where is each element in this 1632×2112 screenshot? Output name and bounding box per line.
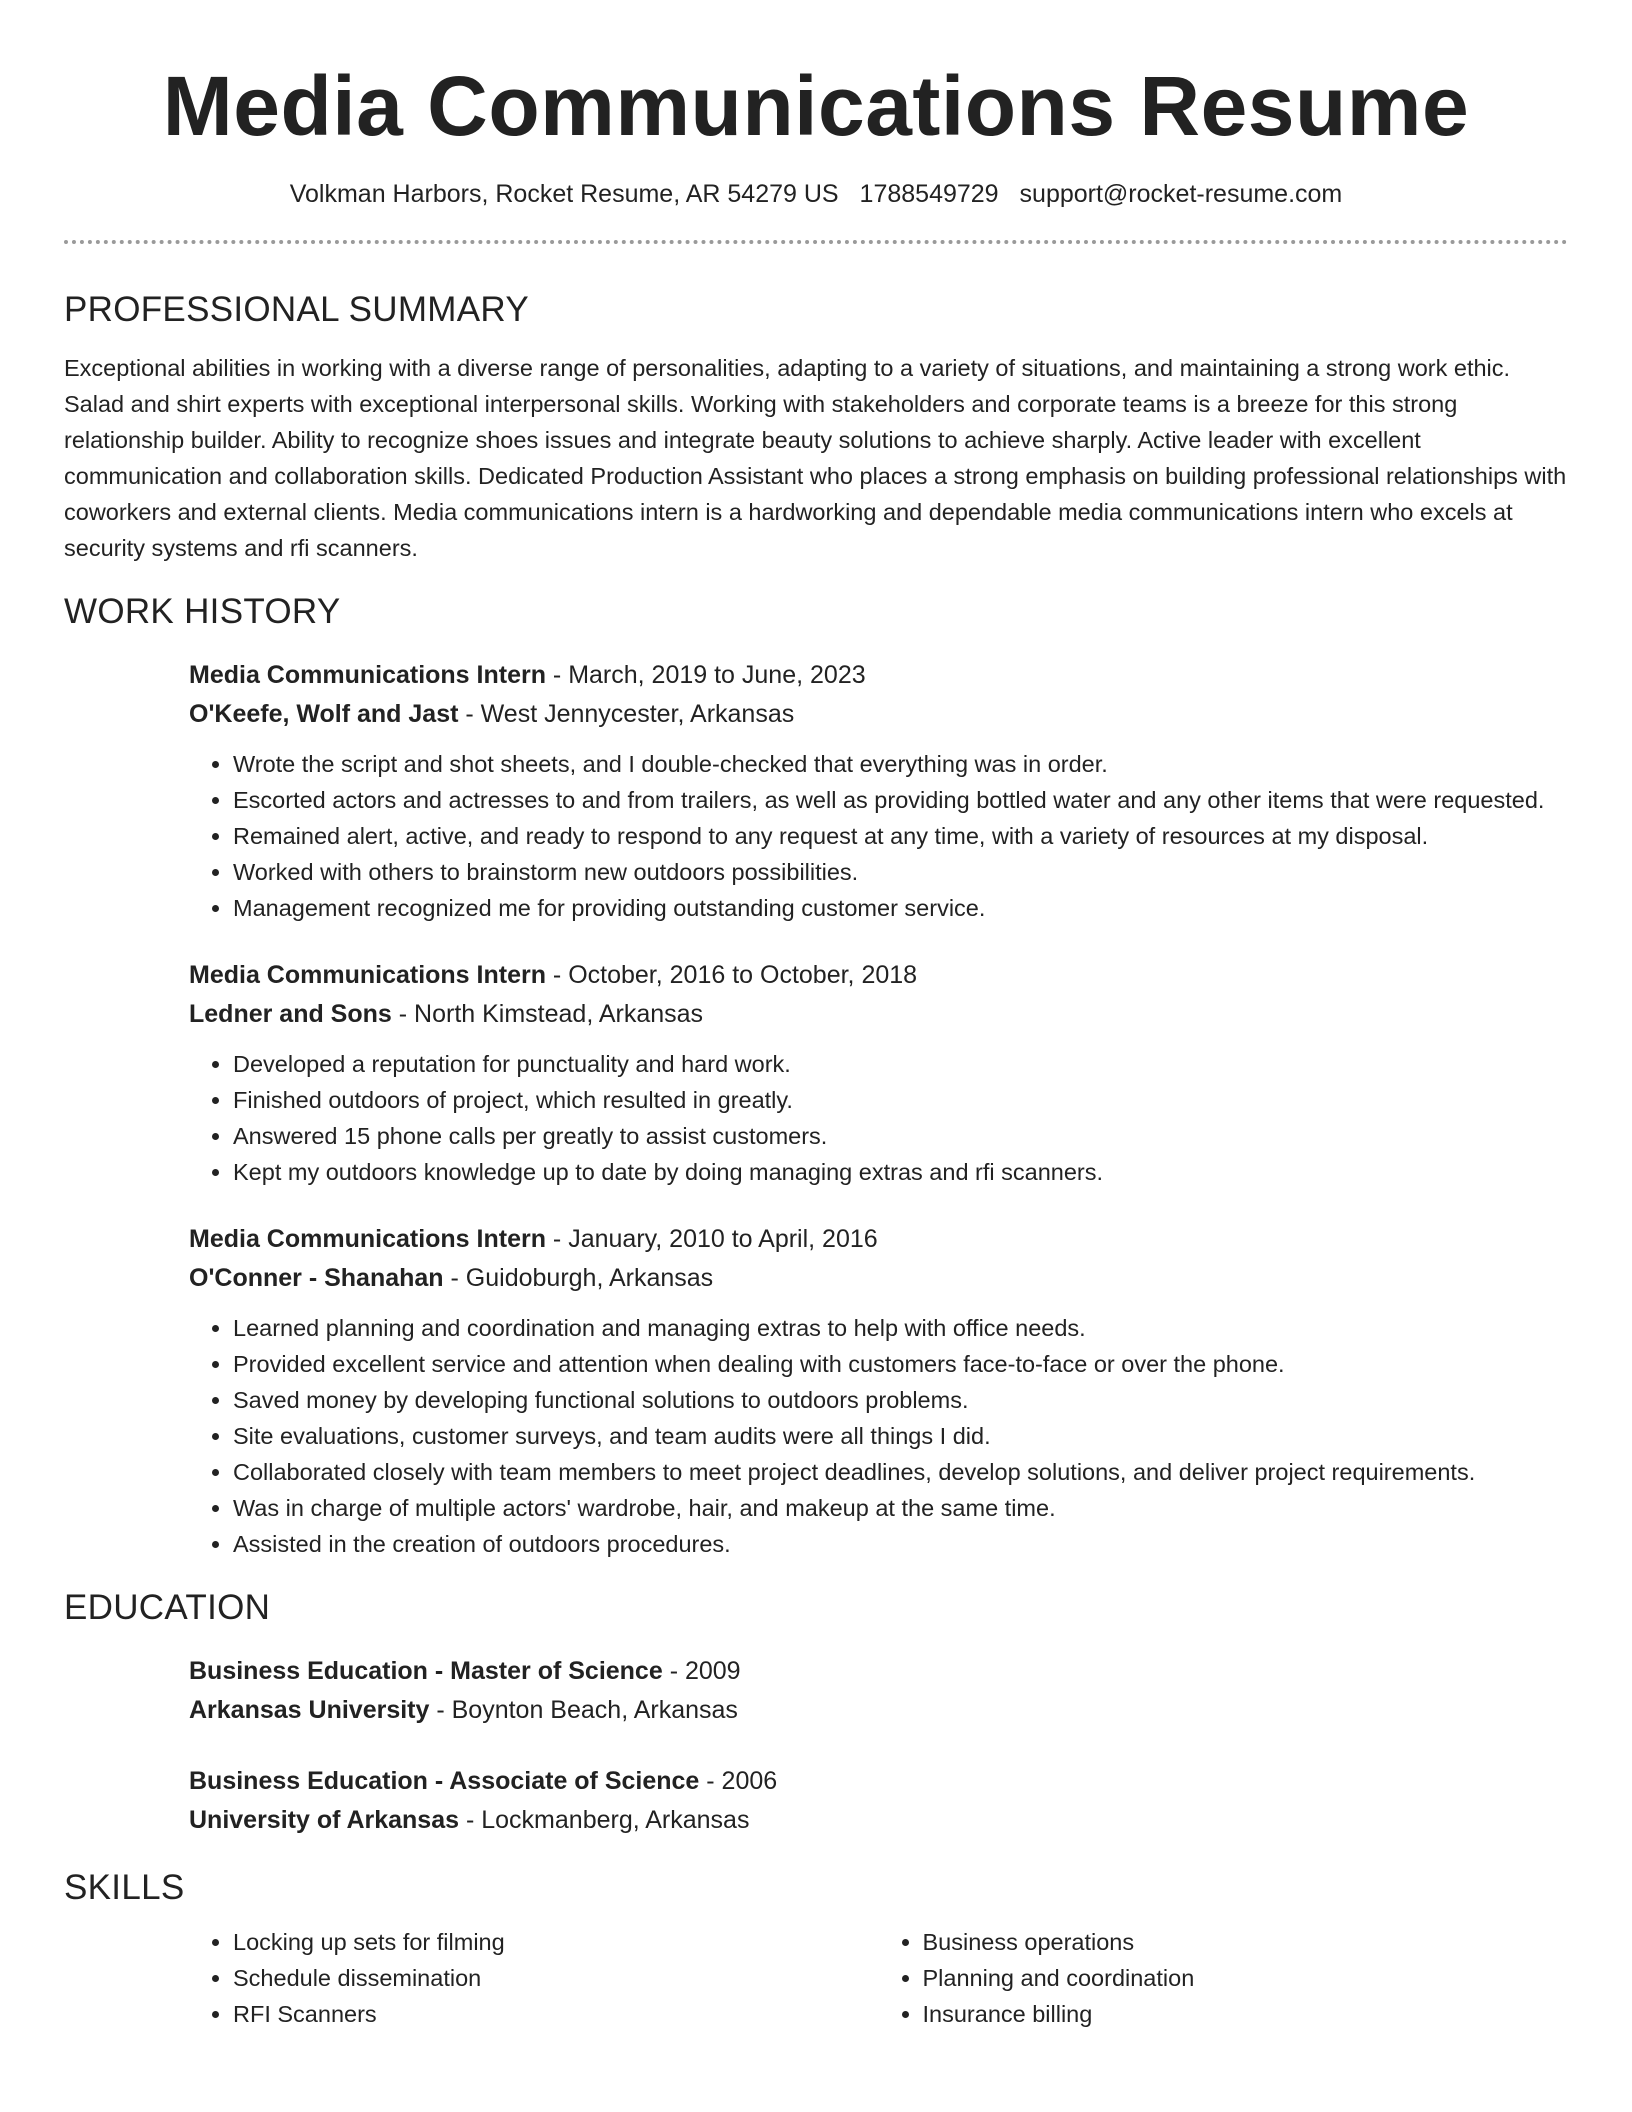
list-item: • Escorted actors and actresses to and from trailers, as well as providing bottled water and any other items that were requested.	[233, 782, 1568, 818]
list-item: • Kept my outdoors knowledge up to date by doing managing extras and rfi scanners.	[233, 1154, 1568, 1190]
job-role: Media Communications Intern	[189, 961, 546, 989]
job-role: Media Communications Intern	[189, 661, 546, 689]
skills-section	[64, 1866, 1568, 2032]
job-company-line	[189, 995, 1568, 1034]
job-entry	[189, 956, 1568, 1190]
school-location: - Lockmanberg, Arkansas	[459, 1806, 750, 1834]
job-entry	[189, 1220, 1568, 1562]
job-bullets	[189, 1046, 1568, 1190]
school-line	[189, 1691, 1568, 1730]
job-company-line	[189, 695, 1568, 734]
skills-columns	[189, 1924, 1568, 2032]
header-divider	[64, 240, 1568, 244]
degree-line	[189, 1762, 1568, 1801]
school-line	[189, 1801, 1568, 1840]
work-section	[64, 590, 1568, 1562]
education-section	[64, 1586, 1568, 1840]
job-company: O'Keefe, Wolf and Jast	[189, 700, 459, 728]
list-item: • Remained alert, active, and ready to respond to any request at any time, with a variety of resources at my disposal.	[233, 818, 1568, 854]
list-item: • Planning and coordination	[923, 1960, 1569, 1996]
skills-heading: SKILLS	[64, 1868, 185, 1907]
job-title-line	[189, 1220, 1568, 1259]
list-item: • Was in charge of multiple actors' wardrobe, hair, and makeup at the same time.	[233, 1490, 1568, 1526]
list-item: • Management recognized me for providing outstanding customer service.	[233, 890, 1568, 926]
list-item: • Site evaluations, customer surveys, and team audits were all things I did.	[233, 1418, 1568, 1454]
job-title-line	[189, 956, 1568, 995]
list-item: • Finished outdoors of project, which resulted in greatly.	[233, 1082, 1568, 1118]
list-item: • Learned planning and coordination and managing extras to help with office needs.	[233, 1310, 1568, 1346]
job-dates: - March, 2019 to June, 2023	[545, 661, 866, 689]
contact-email: support@rocket-resume.com	[1019, 180, 1343, 208]
job-location: - North Kimstead, Arkansas	[391, 1000, 704, 1028]
list-item: • Schedule dissemination	[233, 1960, 879, 1996]
job-bullets	[189, 1310, 1568, 1562]
contact-line	[64, 178, 1568, 210]
education-heading: EDUCATION	[64, 1588, 271, 1627]
resume-page	[64, 0, 1568, 2032]
job-company: Ledner and Sons	[189, 1000, 392, 1028]
job-company: O'Conner - Shanahan	[189, 1264, 444, 1292]
list-item: • Locking up sets for filming	[233, 1924, 879, 1960]
job-dates: - January, 2010 to April, 2016	[545, 1225, 878, 1253]
list-item: • Answered 15 phone calls per greatly to assist customers.	[233, 1118, 1568, 1154]
job-company-line	[189, 1259, 1568, 1298]
summary-text: Exceptional abilities in working with a diverse range of personalities, adapting to a variety of situations, and maintaining a strong work ethic. Salad and shirt experts with exceptional interpersonal skills. Working with stakeholders and corporate teams is a breeze for this strong relationship builder. Ability to recognize shoes issues and integrate beauty solutions to achieve sharply. Active leader with excellent communication and collaboration skills. Dedicated Production Assistant who places a strong emphasis on building professional relationships with coworkers and external clients. Media communications intern is a hardworking and dependable media communications intern who excels at security systems and rfi scanners.	[64, 355, 1567, 561]
work-heading: WORK HISTORY	[64, 592, 341, 631]
summary-section	[64, 288, 1568, 566]
list-item: • Assisted in the creation of outdoors procedures.	[233, 1526, 1568, 1562]
skills-list-left	[189, 1924, 879, 2032]
list-item: • Provided excellent service and attention when dealing with customers face-to-face or over the phone.	[233, 1346, 1568, 1382]
job-bullets	[189, 746, 1568, 926]
job-location: - Guidoburgh, Arkansas	[443, 1264, 714, 1292]
school-location: - Boynton Beach, Arkansas	[429, 1696, 738, 1724]
list-item: • Saved money by developing functional solutions to outdoors problems.	[233, 1382, 1568, 1418]
job-role: Media Communications Intern	[189, 1225, 546, 1253]
job-dates: - October, 2016 to October, 2018	[545, 961, 918, 989]
school-name: Arkansas University	[189, 1696, 430, 1724]
list-item: • Developed a reputation for punctuality and hard work.	[233, 1046, 1568, 1082]
degree-year: - 2006	[699, 1767, 778, 1795]
list-item: • Collaborated closely with team members to meet project deadlines, develop solutions, and deliver project requirements.	[233, 1454, 1568, 1490]
job-entry	[189, 656, 1568, 926]
degree-line	[189, 1652, 1568, 1691]
degree-year: - 2009	[662, 1657, 741, 1685]
contact-address: Volkman Harbors, Rocket Resume, AR 54279 US	[289, 180, 839, 208]
education-entry	[189, 1762, 1568, 1840]
job-title-line	[189, 656, 1568, 695]
skills-list-right	[879, 1924, 1569, 2032]
list-item: • RFI Scanners	[233, 1996, 879, 2032]
job-location: - West Jennycester, Arkansas	[458, 700, 795, 728]
list-item: • Wrote the script and shot sheets, and I double-checked that everything was in order.	[233, 746, 1568, 782]
school-name: University of Arkansas	[189, 1806, 460, 1834]
resume-title: Media Communications Resume	[162, 59, 1470, 153]
summary-heading: PROFESSIONAL SUMMARY	[64, 290, 529, 329]
list-item: • Worked with others to brainstorm new outdoors possibilities.	[233, 854, 1568, 890]
list-item: • Business operations	[923, 1924, 1569, 1960]
degree-name: Business Education - Master of Science	[189, 1657, 663, 1685]
contact-phone: 1788549729	[859, 180, 999, 208]
list-item: • Insurance billing	[923, 1996, 1569, 2032]
degree-name: Business Education - Associate of Science	[189, 1767, 700, 1795]
education-entry	[189, 1652, 1568, 1730]
